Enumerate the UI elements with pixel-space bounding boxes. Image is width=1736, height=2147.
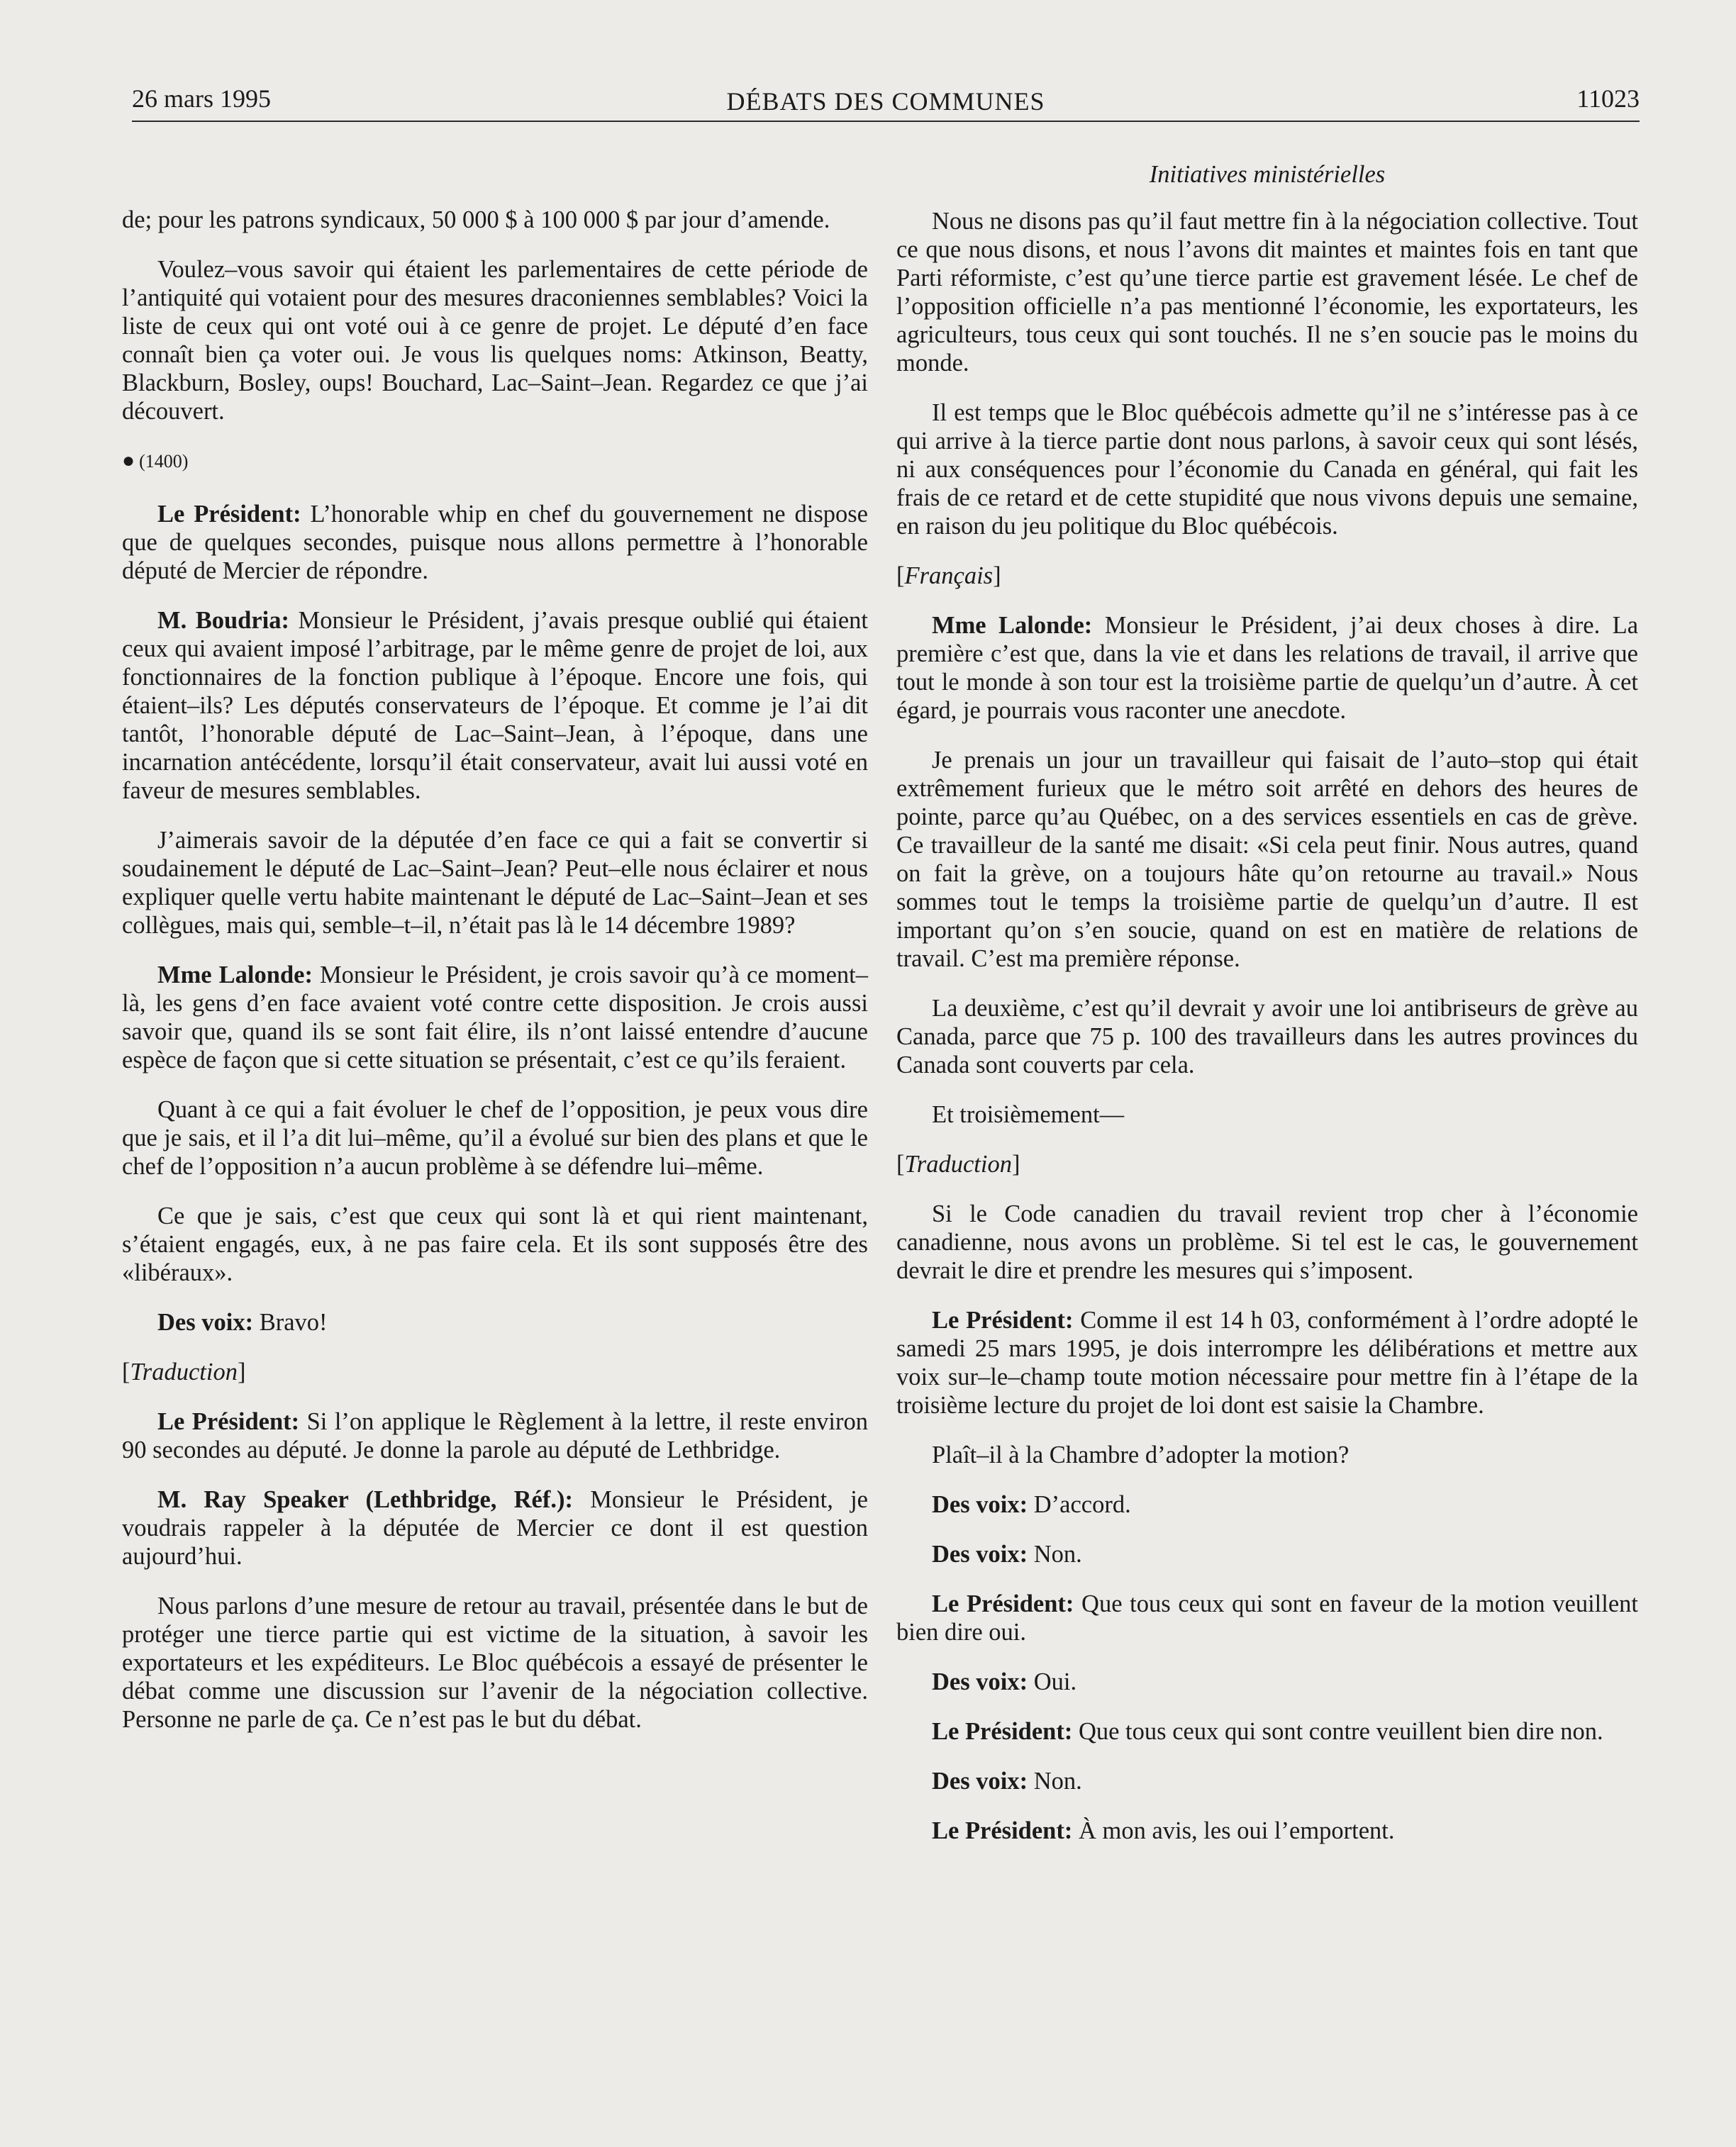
speech-text: Monsieur le Président, je voudrais rappeler à la députée de Mercier ce dont il est question aujourd’hui. [122,1486,868,1570]
tag-text: Français [904,562,994,589]
speaker-name: Des voix: [932,1491,1028,1518]
speaker-name: Mme Lalonde: [932,612,1093,639]
paragraph [122,961,868,1074]
speech-text: Non. [1028,1541,1082,1568]
paragraph [896,1817,1638,1845]
speech-text: Que tous ceux qui sont en faveur de la motion veuillent bien dire oui. [896,1590,1639,1646]
paragraph: Voulez–vous savoir qui étaient les parlementaires de cette période de l’antiquité qui votaient pour des mesures draconiennes semblables? Voici la liste de ceux qui ont voté oui à ce genre de projet. Le député d’en face connaît bien ça voter oui. Je vous lis quelques noms: Atkinson, Beatty, Blackburn, Bosley, oups! Bouchard, Lac–Saint–Jean. Regardez ce que j’ai découvert. [122,256,868,425]
speech-text: Non. [1028,1768,1082,1795]
time-stamp: (1400) [139,451,189,472]
speech-text: Oui. [1028,1668,1077,1695]
paragraph: Nous parlons d’une mesure de retour au travail, présentée dans le but de protéger une tierce partie qui est victime de la situation, à savoir les exportateurs et les expéditeurs. Le Bloc québécois a essayé de présenter le débat comme une discussion sur l’avenir de la négociation collective. Personne ne parle de ça. Ce n’est pas le but du débat. [122,1593,868,1733]
speech-text: Monsieur le Président, j’avais presque oublié qui étaient ceux qui avaient imposé l’arbitrage, par le même genre de projet de loi, aux fonctionnaires de la fonction publique à l’époque. Encore une fois, qui étaient–ils? Les députés conservateurs de l’époque. Et comme je l’ai dit tantôt, l’honorable député de Lac–Saint–Jean, à l’époque, dans une incarnation antécédente, lorsqu’il était conservateur, avait lui aussi voté en faveur de mesures semblables. [122,607,868,804]
paragraph [896,611,1638,725]
bullet-icon: ● [122,449,135,472]
speech-text: Bravo! [253,1309,328,1336]
paragraph [896,1490,1638,1519]
speech-text: Si l’on applique le Règlement à la lettre, il reste environ 90 secondes au député. Je donne la parole au député de Lethbridge. [122,1408,868,1463]
tag-text: Traduction [904,1151,1012,1178]
speech-text: Monsieur le Président, j’ai deux choses à dire. La première c’est que, dans la vie et dans les relations de travail, il arrive que tout le monde à son tour est la troisième partie de quelqu’un d’autre. À cet égard, je pourrais vous raconter une anecdote. [896,612,1639,724]
paragraph [896,1540,1638,1568]
time-marker [122,447,868,476]
paragraph [122,500,868,585]
page-header [132,84,1640,122]
paragraph: Ce que je sais, c’est que ceux qui sont là et qui rient maintenant, s’étaient engagés, eux, à ne pas faire cela. Et ils sont supposés être des «libéraux». [122,1203,868,1286]
paragraph: J’aimerais savoir de la députée d’en face ce qui a fait se convertir si soudainement le député de Lac–Saint–Jean? Peut–elle nous éclairer et nous expliquer quelle vertu habite maintenant le député de Lac–Saint–Jean et ses collègues, mais qui, semble–t–il, n’était pas là le 14 décembre 1989? [122,827,868,939]
paragraph [896,1306,1638,1420]
speech-text: À mon avis, les oui l’emportent. [1072,1817,1395,1844]
speaker-name: Mme Lalonde: [157,961,313,988]
translation-tag: [Traduction] [122,1359,246,1385]
speaker-name: Des voix: [932,1768,1028,1795]
header-title: DÉBATS DES COMMUNES [726,87,1045,116]
paragraph [896,1767,1638,1795]
speech-text: D’accord. [1028,1491,1131,1518]
speaker-name: Le Président: [157,1408,300,1435]
speaker-name: Des voix: [932,1541,1028,1568]
paragraph [122,1407,868,1464]
speech-text: L’honorable whip en chef du gouvernement ne dispose que de quelques secondes, puisque nous allons permettre à l’honorable député de Mercier de répondre. [122,501,869,584]
speech-text: Monsieur le Président, je crois savoir qu’à ce moment–là, les gens d’en face avaient voté contre cette disposition. Je crois aussi savoir que, quand ils se sont fait élire, ils n’ont laissé entendre d’aucune espèce de façon que si cette situation se présentait, c’est ce qu’ils feraient. [122,961,868,1074]
paragraph [122,606,868,805]
speaker-name: M. Ray Speaker (Lethbridge, Réf.): [157,1486,573,1513]
paragraph: Plaît–il à la Chambre d’adopter la motion? [932,1441,1350,1468]
section-title: Initiatives ministérielles [1149,161,1386,188]
speaker-name: Le Président: [932,1307,1074,1334]
header-date: 26 mars 1995 [132,84,271,113]
page-number: 11023 [1576,84,1640,113]
paragraph [122,1485,868,1571]
tag-text: Traduction [130,1359,238,1385]
paragraph [896,1717,1638,1746]
paragraph [896,1590,1638,1646]
paragraph [896,1668,1638,1696]
speaker-name: Le Président: [932,1718,1073,1745]
paragraph: Et troisièmement— [932,1101,1125,1128]
left-column [122,206,868,1755]
paragraph: Quant à ce qui a fait évoluer le chef de l’opposition, je peux vous dire que je sais, et il l’a dit lui–même, qu’il a évolué sur bien des plans et que le chef de l’opposition n’a aucun problème à se défendre lui–même. [122,1096,868,1180]
speech-text: Que tous ceux qui sont contre veuillent bien dire non. [1072,1718,1603,1745]
speaker-name: Le Président: [932,1817,1073,1844]
paragraph: Si le Code canadien du travail revient trop cher à l’économie canadienne, nous avons un problème. Si tel est le cas, le gouvernement devrait le dire et prendre les mesures qui s’imposent. [896,1200,1638,1284]
translation-tag: [Traduction] [896,1151,1020,1178]
speaker-name: Des voix: [157,1309,254,1336]
paragraph: Je prenais un jour un travailleur qui faisait de l’auto–stop qui était extrêmement furieux que le métro soit arrêté en dehors des heures de pointe, parce qu’au Québec, on a des services essentiels en cas de grève. Ce travailleur de la santé me disait: «Si cela peut finir. Nous autres, quand on fait la grève, on a toujours hâte qu’on retourne au travail.» Nous sommes tout le temps la troisième partie de quelqu’un d’autre. Il est important qu’on s’en soucie, quand on est en matière de relations de travail. C’est ma première réponse. [896,747,1638,972]
paragraph: Nous ne disons pas qu’il faut mettre fin à la négociation collective. Tout ce que nous disons, et nous l’avons dit maintes et maintes fois en tant que Parti réformiste, c’est qu’une tierce partie est gravement lésée. Le chef de l’opposition officielle n’a pas mentionné l’économie, les exportateurs, les agriculteurs, tous ceux qui sont touchés. Il ne s’en soucie pas le moins du monde. [896,208,1638,377]
paragraph: de; pour les patrons syndicaux, 50 000 $ à 100 000 $ par jour d’amende. [122,206,830,233]
speaker-name: Le Président: [157,501,301,528]
right-column [896,160,1638,1866]
paragraph: Il est temps que le Bloc québécois admette qu’il ne s’intéresse pas à ce qui arrive à la tierce partie dont nous parlons, à savoir ceux qui sont lésés, ni aux conséquences pour l’économie du Canada en général, qui fait les frais de ce retard et de cette stupidité que nous vivons depuis une semaine, en raison du jeu politique du Bloc québécois. [896,399,1638,540]
speaker-name: M. Boudria: [157,607,289,634]
translation-tag: [Français] [896,562,1001,589]
speaker-name: Le Président: [932,1590,1074,1617]
speech-text: Comme il est 14 h 03, conformément à l’ordre adopté le samedi 25 mars 1995, je dois interrompre les délibérations et mettre aux voix sur–le–champ toute motion nécessaire pour mettre fin à l’étape de la troisième lecture du projet de loi dont est saisie la Chambre. [896,1307,1639,1419]
speaker-name: Des voix: [932,1668,1028,1695]
paragraph: La deuxième, c’est qu’il devrait y avoir une loi antibriseurs de grève au Canada, parce que 75 p. 100 des travailleurs dans les autres provinces du Canada sont couverts par cela. [896,995,1638,1078]
paragraph [122,1308,868,1337]
